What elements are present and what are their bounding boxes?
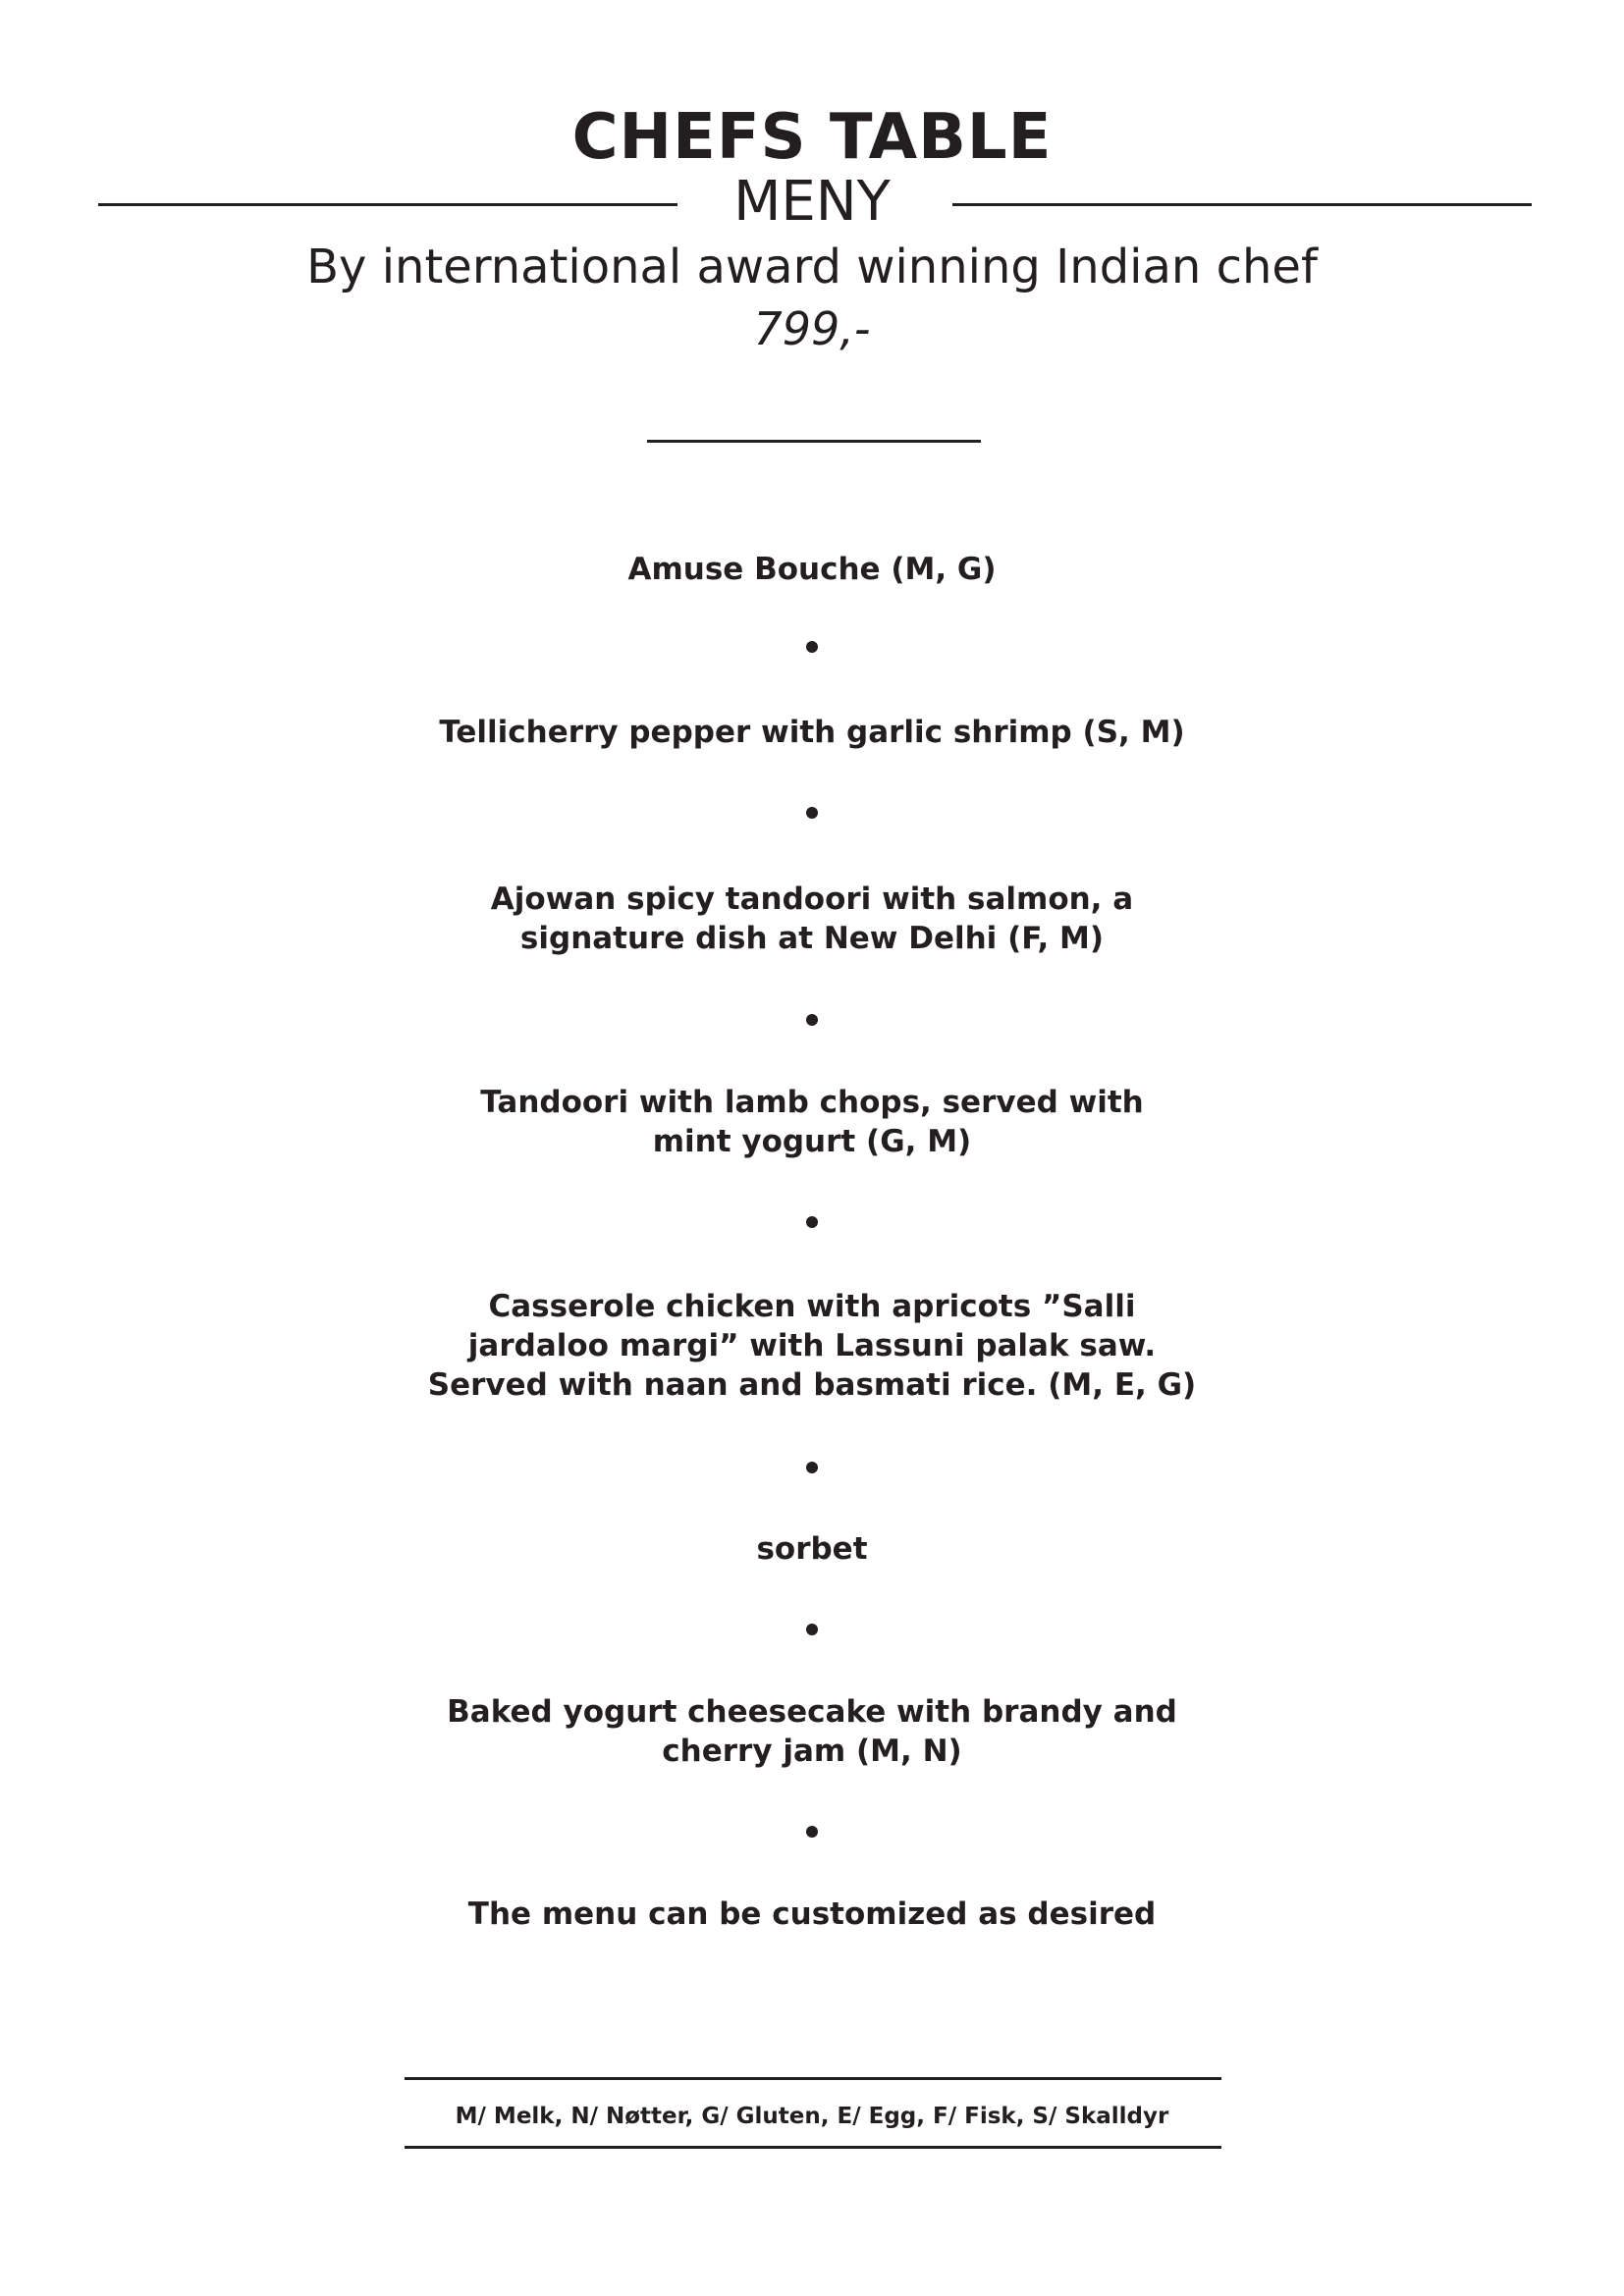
- course-list: [370, 550, 1254, 1934]
- course-separator-dot: [806, 807, 818, 819]
- course-5: Casserole chicken with apricots ”Salli jardaloo margi” with Lassuni palak saw. Served with naan and basmati rice. (M, E, G): [427, 1289, 1197, 1403]
- title-divider-right: [952, 203, 1532, 206]
- allergen-legend: M/ Melk, N/ Nøtter, G/ Gluten, E/ Egg, F/ Fisk, S/ Skalldyr: [455, 2104, 1169, 2129]
- course-7: Baked yogurt cheesecake with brandy and cherry jam (M, N): [447, 1694, 1177, 1769]
- footer-divider-top: [405, 2077, 1221, 2080]
- course-8: The menu can be customized as desired: [467, 1896, 1157, 1932]
- header-divider: [647, 440, 981, 443]
- course-separator-dot: [806, 1014, 818, 1026]
- course-separator-dot: [806, 1624, 818, 1635]
- course-2: Tellicherry pepper with garlic shrimp (S, M): [439, 715, 1185, 750]
- course-separator-dot: [806, 1216, 818, 1228]
- menu-title: CHEFS TABLE: [571, 101, 1053, 174]
- course-4: Tandoori with lamb chops, served with mint yogurt (G, M): [480, 1085, 1144, 1159]
- course-separator-dot: [806, 1462, 818, 1473]
- menu-subtitle: MENY: [733, 170, 891, 234]
- course-1: Amuse Bouche (M, G): [627, 552, 997, 587]
- footer-divider-bottom: [405, 2146, 1221, 2149]
- course-separator-dot: [806, 1826, 818, 1838]
- course-3: Ajowan spicy tandoori with salmon, a signature dish at New Delhi (F, M): [490, 881, 1134, 956]
- course-separator-dot: [806, 641, 818, 653]
- course-6: sorbet: [756, 1531, 868, 1567]
- chef-tagline: By international award winning Indian chef: [306, 240, 1318, 294]
- menu-price: 799,-: [753, 302, 871, 355]
